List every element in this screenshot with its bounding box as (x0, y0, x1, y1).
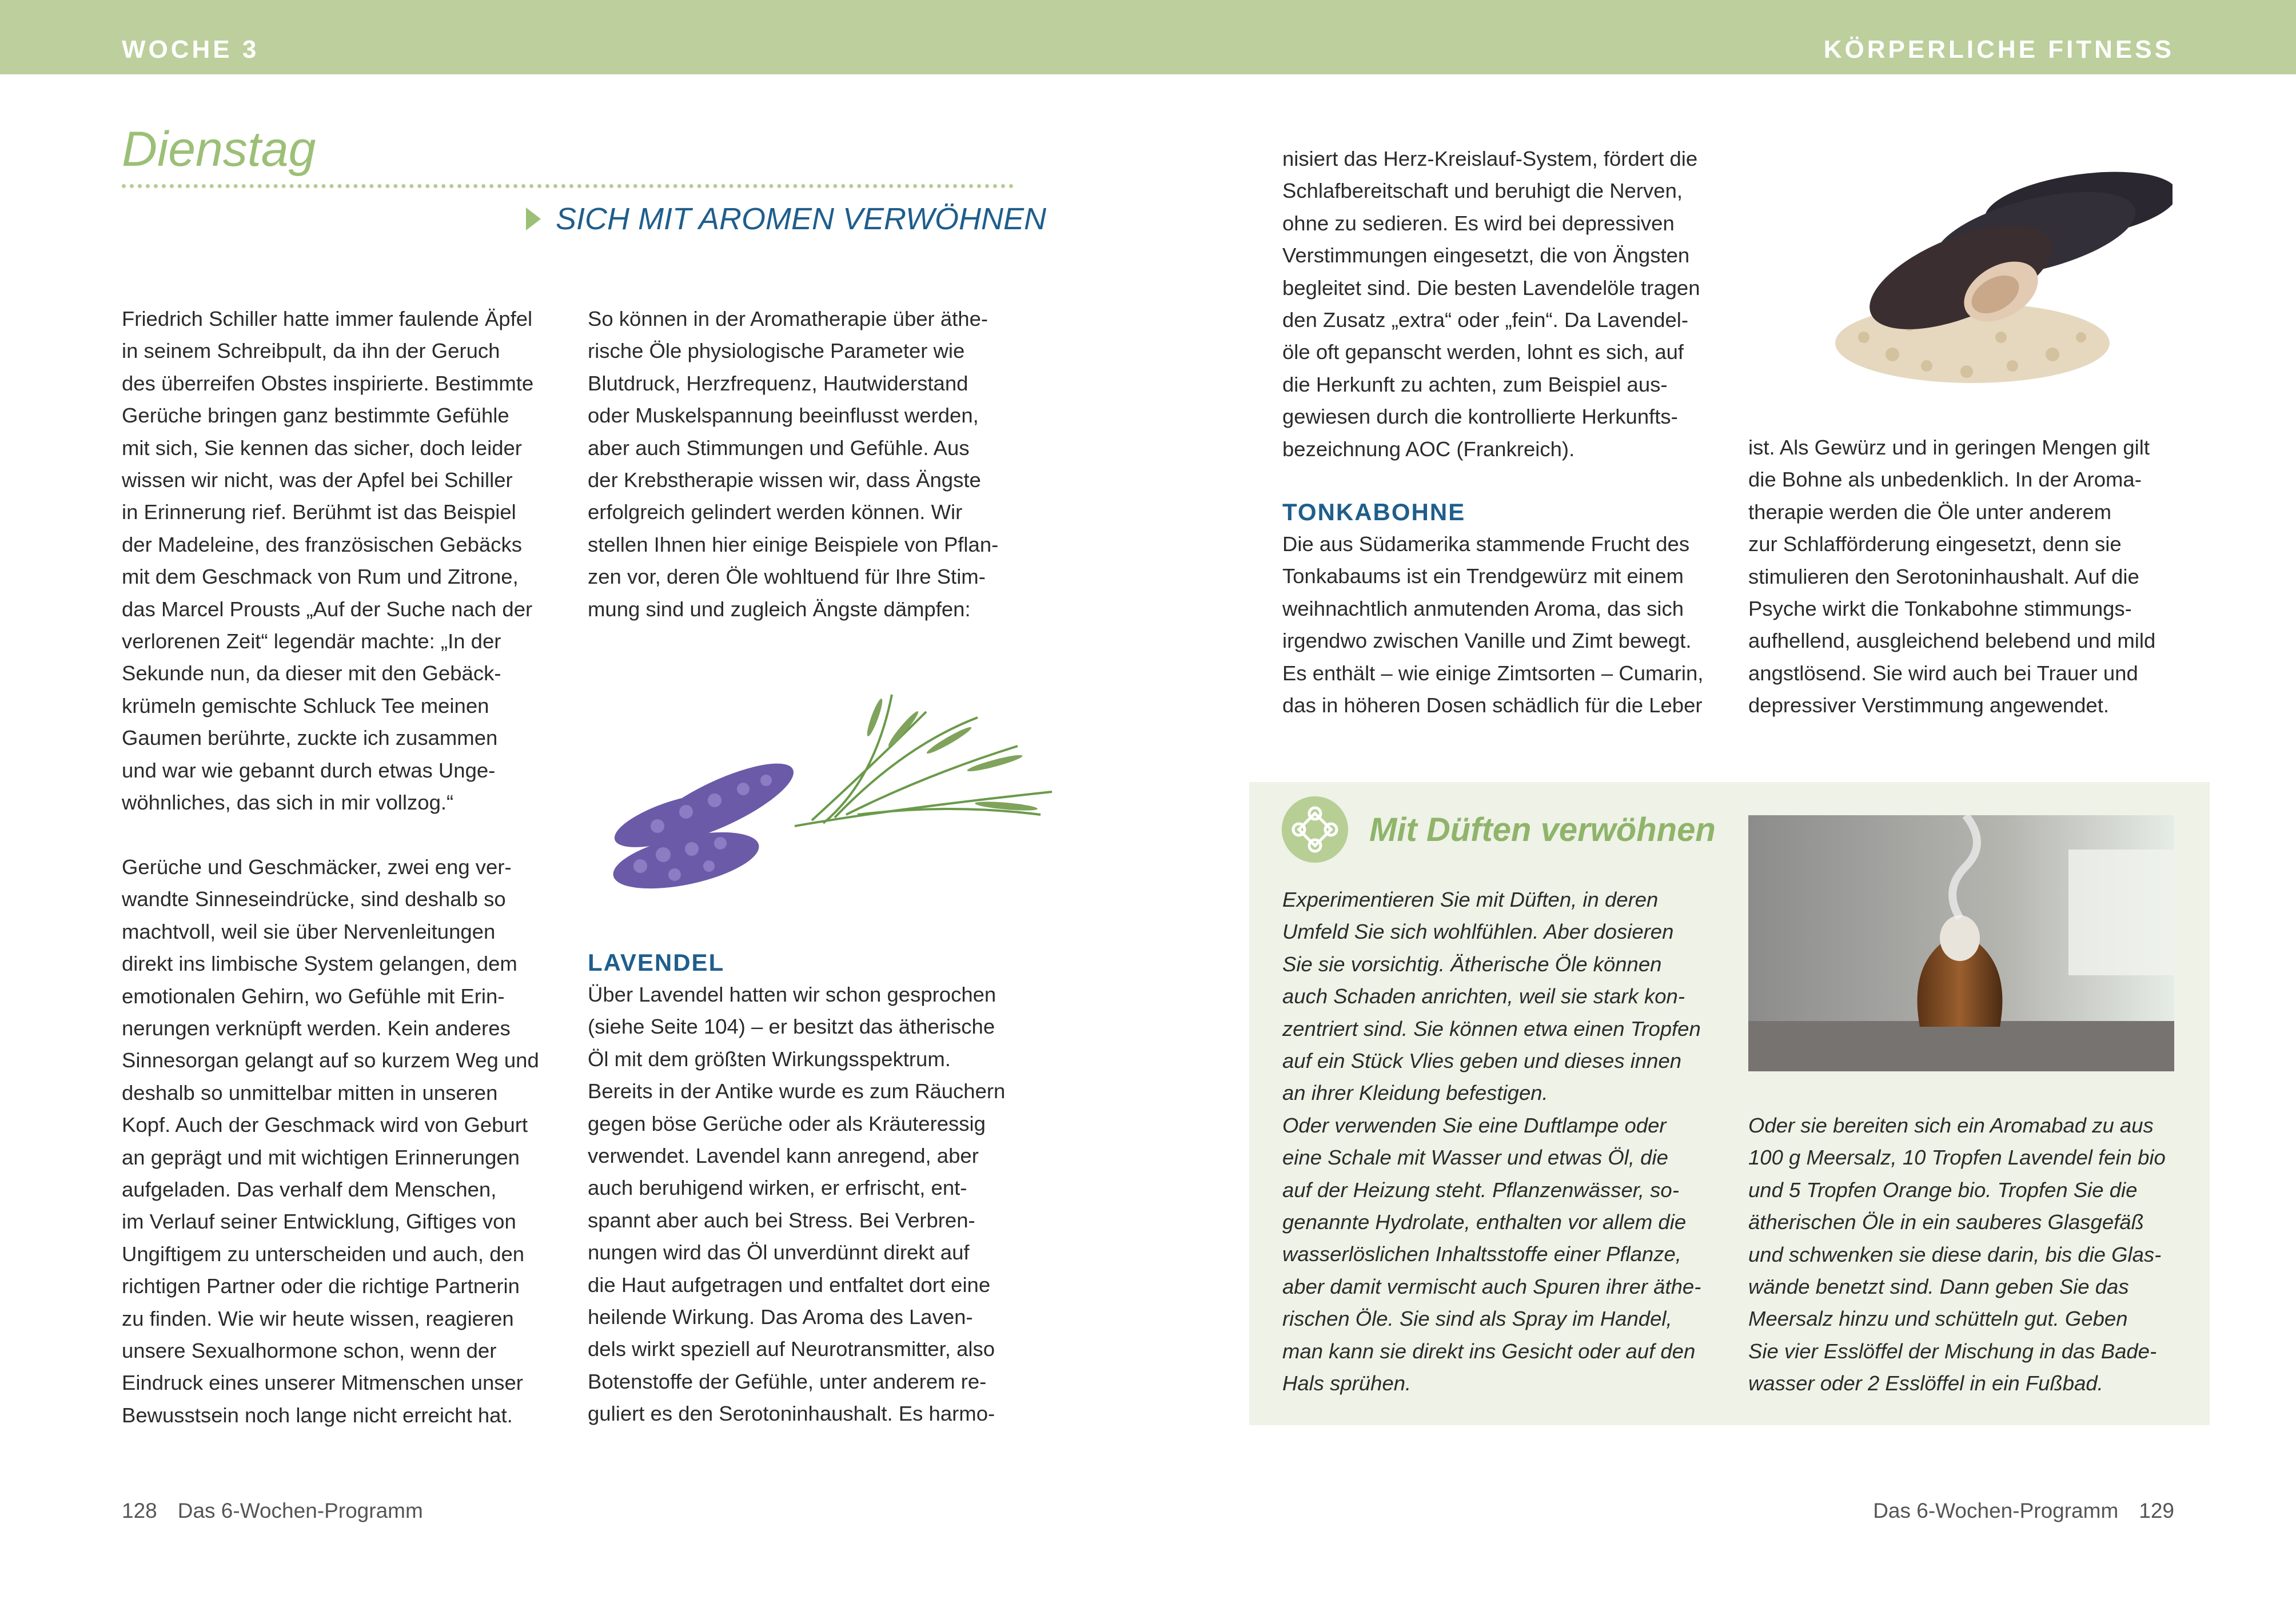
text-line: zur Schlafförderung eingesetzt, denn sie (1748, 532, 2122, 556)
section-subtitle (526, 201, 1047, 237)
text-line: ätherischen Öle in ein sauberes Glasgefäß (1748, 1210, 2144, 1234)
page-number-right: 129 (2139, 1499, 2174, 1522)
text-line: auf der Heizung steht. Pflanzenwässer, so- (1282, 1178, 1679, 1202)
text-line: erfolgreich gelindert werden können. Wir (588, 500, 963, 524)
text-line: verwendet. Lavendel kann anregend, aber (588, 1144, 979, 1168)
page-title: Dienstag (122, 122, 316, 177)
triangle-arrow-icon (526, 208, 541, 230)
text-line: zentriert sind. Sie können etwa einen Tropfen (1282, 1016, 1701, 1040)
text-line: angstlösend. Sie wird auch bei Trauer und (1748, 661, 2138, 685)
footer-right (1873, 1499, 2174, 1523)
text-line: nungen wird das Öl unverdünnt direkt auf (588, 1241, 970, 1265)
tonka-heading: TONKABOHNE (1282, 499, 1466, 525)
text-line: Die aus Südamerika stammende Frucht des (1282, 532, 1690, 556)
text-line: Über Lavendel hatten wir schon gesprochen (588, 983, 996, 1006)
text-line: an ihrer Kleidung befestigen. (1282, 1081, 1548, 1105)
text-line: (siehe Seite 104) – er besitzt das ätherische (588, 1015, 995, 1039)
text-line: Oder verwenden Sie eine Duftlampe oder (1282, 1113, 1667, 1137)
text-line: richtigen Partner oder die richtige Partnerin (122, 1274, 520, 1298)
header-bar (0, 0, 2296, 74)
text-column-3-intro (1282, 143, 1700, 465)
text-line: therapie werden die Öle unter anderem (1748, 500, 2112, 524)
lavender-image (606, 677, 1058, 906)
text-line: auch beruhigend wirken, er erfrischt, ent- (588, 1176, 967, 1200)
lavendel-heading: LAVENDEL (588, 949, 725, 976)
text-line: in Erinnerung rief. Berühmt ist das Beispiel (122, 500, 516, 524)
footer-left-text: Das 6-Wochen-Programm (177, 1499, 423, 1522)
text-column-3-tonka (1282, 528, 1703, 721)
text-line: emotionalen Gehirn, wo Gefühle mit Erin- (122, 984, 505, 1008)
text-line: Psyche wirkt die Tonkabohne stimmungs- (1748, 597, 2132, 621)
text-line: direkt ins limbische System gelangen, dem (122, 952, 517, 976)
text-line: aufhellend, ausgleichend belebend und mild (1748, 629, 2156, 653)
tip-title: Mit Düften verwöhnen (1369, 811, 1716, 848)
chapter-label: KÖRPERLICHE FITNESS (1823, 35, 2174, 63)
text-line: zen vor, deren Öle wohltuend für Ihre Stim- (588, 565, 986, 589)
tip-text-left (1282, 884, 1701, 1400)
text-line: machtvoll, weil sie über Nervenleitungen (122, 919, 496, 943)
text-line: Hals sprühen. (1282, 1371, 1412, 1395)
text-line: oder Muskelspannung beeinflusst werden, (588, 404, 979, 428)
text-line: Verstimmungen eingesetzt, die von Ängsten (1282, 244, 1690, 268)
text-line: So können in der Aromatherapie über äthe- (588, 307, 988, 330)
week-label: WOCHE 3 (122, 35, 260, 63)
text-line: gewiesen durch die kontrollierte Herkunfts- (1282, 405, 1678, 429)
text-line: der Madeleine, des französischen Gebäcks (122, 532, 522, 556)
text-line: die Haut aufgetragen und entfaltet dort eine (588, 1273, 991, 1297)
text-line: weihnachtlich anmutenden Aroma, das sich (1282, 596, 1684, 620)
tonka-bean-image (1829, 154, 2173, 394)
text-line: Blutdruck, Herzfrequenz, Hautwiderstand (588, 371, 968, 395)
text-line: irgendwo zwischen Vanille und Zimt bewegt. (1282, 629, 1692, 653)
text-line: zu finden. Wie wir heute wissen, reagieren (122, 1306, 514, 1330)
text-line: Gaumen berührte, zuckte ich zusammen (122, 726, 498, 750)
text-line: an geprägt und mit wichtigen Erinnerungen (122, 1145, 520, 1169)
text-line: begleitet sind. Die besten Lavendelöle tragen (1282, 276, 1700, 300)
text-line: nerungen verknüpft werden. Kein anderes (122, 1016, 511, 1040)
text-line: deshalb so unmittelbar mitten in unseren (122, 1080, 498, 1104)
text-line: spannt aber auch bei Stress. Bei Verbren- (588, 1208, 975, 1232)
knot-ornament-icon (1282, 796, 1348, 863)
text-column-2-lavendel (588, 979, 1005, 1430)
page-number-left: 128 (122, 1499, 157, 1522)
text-line: eine Schale mit Wasser und etwas Öl, die (1282, 1146, 1668, 1170)
text-line: Schlafbereitschaft und beruhigt die Nerven, (1282, 179, 1683, 203)
text-line: mit dem Geschmack von Rum und Zitrone, (122, 565, 519, 589)
text-line: bezeichnung AOC (Frankreich). (1282, 437, 1575, 461)
text-line: Sinnesorgan gelangt auf so kurzem Weg und (122, 1048, 539, 1072)
text-line: Es enthält – wie einige Zimtsorten – Cumarin, (1282, 661, 1704, 685)
text-line: Botenstoffe der Gefühle, unter anderem re- (588, 1369, 987, 1393)
dotted-divider (122, 184, 1014, 188)
text-line: 100 g Meersalz, 10 Tropfen Lavendel fein bio (1748, 1146, 2166, 1170)
text-line: nisiert das Herz-Kreislauf-System, fördert die (1282, 147, 1698, 170)
aroma-diffuser-image (1748, 815, 2174, 1071)
text-line: aufgeladen. Das verhalf dem Menschen, (122, 1177, 497, 1201)
subtitle-text: SICH MIT AROMEN VERWÖHNEN (556, 202, 1047, 236)
text-line: unsere Sexualhormone schon, wenn der (122, 1338, 497, 1362)
text-line: den Zusatz „extra“ oder „fein“. Da Lavendel- (1282, 308, 1689, 332)
text-line: Ungiftigem zu unterscheiden und auch, den (122, 1242, 525, 1266)
text-line (122, 819, 539, 851)
text-line: und war wie gebannt durch etwas Unge- (122, 758, 496, 782)
text-column-2-intro (588, 303, 998, 625)
text-line: wasser oder 2 Esslöffel in ein Fußbad. (1748, 1371, 2103, 1395)
text-line: ist. Als Gewürz und in geringen Mengen gilt (1748, 436, 2150, 459)
text-line: Sie sie vorsichtig. Ätherische Öle können (1282, 952, 1662, 976)
text-line: verlorenen Zeit“ legendär machte: „In der (122, 629, 501, 653)
text-line: in seinem Schreibpult, da ihn der Geruch (122, 339, 500, 363)
text-line: auch Schaden anrichten, weil sie stark kon- (1282, 984, 1685, 1008)
text-line: gegen böse Gerüche oder als Kräuteressig (588, 1111, 986, 1135)
text-line: die Herkunft zu achten, zum Beispiel aus- (1282, 372, 1668, 396)
text-line: dels wirkt speziell auf Neurotransmitter, also (588, 1337, 995, 1361)
text-line: Gerüche und Geschmäcker, zwei eng ver- (122, 855, 512, 879)
text-line: Oder sie bereiten sich ein Aromabad zu aus (1748, 1114, 2154, 1137)
text-line: mit sich, Sie kennen das sicher, doch leider (122, 436, 522, 460)
text-line: und schwenken sie diese darin, bis die Glas- (1748, 1242, 2162, 1266)
text-line: Bereits in der Antike wurde es zum Räuchern (588, 1079, 1006, 1103)
tip-text-right (1748, 1110, 2166, 1400)
text-line: Eindruck eines unserer Mitmenschen unser (122, 1371, 523, 1395)
text-line: Tonkabaums ist ein Trendgewürz mit einem (1282, 564, 1684, 588)
text-line: krümeln gemischte Schluck Tee meinen (122, 693, 489, 717)
text-line: im Verlauf seiner Entwicklung, Giftiges von (122, 1210, 516, 1234)
text-line: Bewusstsein noch lange nicht erreicht hat. (122, 1403, 513, 1427)
text-line: wöhnliches, das sich in mir vollzog.“ (122, 791, 454, 815)
text-line: depressiver Verstimmung angewendet. (1748, 693, 2109, 717)
text-line: Experimentieren Sie mit Düften, in deren (1282, 888, 1659, 911)
text-line: mung sind und zugleich Ängste dämpfen: (588, 597, 971, 621)
text-column-1 (122, 303, 539, 1431)
text-line: Öl mit dem größten Wirkungsspektrum. (588, 1047, 951, 1071)
text-line: guliert es den Serotoninhaushalt. Es harmo- (588, 1402, 995, 1426)
text-line: aber damit vermischt auch Spuren ihrer äthe- (1282, 1274, 1701, 1298)
text-line: rische Öle physiologische Parameter wie (588, 339, 965, 363)
text-line: der Krebstherapie wissen wir, dass Ängste (588, 468, 981, 492)
text-line: ohne zu sedieren. Es wird bei depressiven (1282, 211, 1675, 235)
text-line: genannte Hydrolate, enthalten vor allem die (1282, 1210, 1687, 1234)
text-line: stimulieren den Serotoninhaushalt. Auf die (1748, 564, 2139, 588)
text-line: wandte Sinneseindrücke, sind deshalb so (122, 887, 506, 911)
text-line: wissen wir nicht, was der Apfel bei Schiller (122, 468, 513, 492)
text-line: heilende Wirkung. Das Aroma des Laven- (588, 1305, 973, 1329)
text-line: man kann sie direkt ins Gesicht oder auf den (1282, 1339, 1696, 1363)
text-line: Sekunde nun, da dieser mit den Gebäck- (122, 661, 501, 685)
text-line: Sie vier Esslöffel der Mischung in das Bade- (1748, 1339, 2157, 1363)
text-line: Kopf. Auch der Geschmack wird von Geburt (122, 1113, 528, 1137)
text-line: auf ein Stück Vlies geben und dieses innen (1282, 1049, 1682, 1073)
text-line: das Marcel Prousts „Auf der Suche nach der (122, 597, 533, 621)
text-column-4-tonka (1748, 432, 2155, 722)
text-line: Gerüche bringen ganz bestimmte Gefühle (122, 404, 509, 428)
footer-left (122, 1499, 423, 1523)
text-line: die Bohne als unbedenklich. In der Aroma- (1748, 468, 2142, 492)
text-line: Friedrich Schiller hatte immer faulende Äpfel (122, 307, 533, 330)
text-line: und 5 Tropfen Orange bio. Tropfen Sie die (1748, 1178, 2138, 1202)
text-line: das in höheren Dosen schädlich für die Leber (1282, 693, 1703, 717)
text-line: öle oft gepanscht werden, lohnt es sich, auf (1282, 340, 1684, 364)
text-line: aber auch Stimmungen und Gefühle. Aus (588, 436, 970, 460)
text-line: Umfeld Sie sich wohlfühlen. Aber dosieren (1282, 920, 1674, 944)
text-line: rischen Öle. Sie sind als Spray im Handel, (1282, 1307, 1672, 1331)
text-line: des überreifen Obstes inspirierte. Bestimmte (122, 371, 534, 395)
footer-right-text: Das 6-Wochen-Programm (1873, 1499, 2119, 1522)
text-line: Meersalz hinzu und schütteln gut. Geben (1748, 1307, 2128, 1331)
text-line: stellen Ihnen hier einige Beispiele von Pflan- (588, 532, 999, 556)
text-line: wasserlöslichen Inhaltsstoffe einer Pflanze, (1282, 1242, 1681, 1266)
text-line: wände benetzt sind. Dann geben Sie das (1748, 1275, 2129, 1299)
